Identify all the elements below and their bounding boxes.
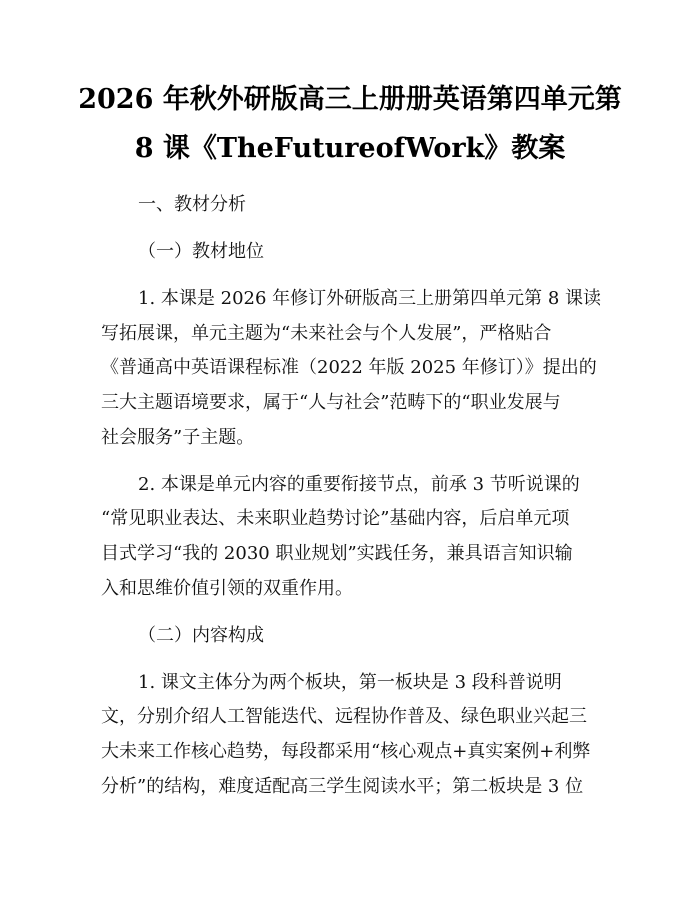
paragraph-1-line: 三大主题语境要求，属于“人与社会”范畴下的“职业发展与 <box>101 392 561 413</box>
subsection-heading-textbook-position: （一）教材地位 <box>138 241 264 262</box>
document-title-line-2: 8 课《TheFutureofWork》教案 <box>134 133 566 164</box>
paragraph-1-line: 《普通高中英语课程标准（2022 年版 2025 年修订）》提出的 <box>101 357 597 378</box>
paragraph-1-line: 1. 本课是 2026 年修订外研版高三上册第四单元第 8 课读 <box>138 288 602 309</box>
paragraph-2-line: “常见职业表达、未来职业趋势讨论”基础内容，后启单元项 <box>101 508 570 529</box>
subsection-heading-content-structure: （二）内容构成 <box>138 625 264 646</box>
paragraph-3-line: 分析”的结构，难度适配高三学生阅读水平；第二板块是 3 位 <box>101 776 584 797</box>
paragraph-2-line: 2. 本课是单元内容的重要衔接节点，前承 3 节听说课的 <box>138 474 580 495</box>
paragraph-1-line: 写拓展课，单元主题为“未来社会与个人发展”，严格贴合 <box>101 323 552 344</box>
paragraph-2-line: 入和思维价值引领的双重作用。 <box>101 578 353 599</box>
paragraph-3-line: 文，分别介绍人工智能迭代、远程协作普及、绿色职业兴起三 <box>101 706 587 727</box>
paragraph-3-line: 大未来工作核心趋势，每段都采用“核心观点+真实案例+利弊 <box>101 741 591 762</box>
paragraph-2-line: 目式学习“我的 2030 职业规划”实践任务，兼具语言知识输 <box>101 543 573 564</box>
document-title-line-1: 2026 年秋外研版高三上册册英语第四单元第 <box>78 84 622 115</box>
section-heading-textbook-analysis: 一、教材分析 <box>138 194 246 215</box>
paragraph-3-line: 1. 课文主体分为两个板块，第一板块是 3 段科普说明 <box>138 672 562 693</box>
paragraph-1-line: 社会服务”子主题。 <box>101 427 255 448</box>
